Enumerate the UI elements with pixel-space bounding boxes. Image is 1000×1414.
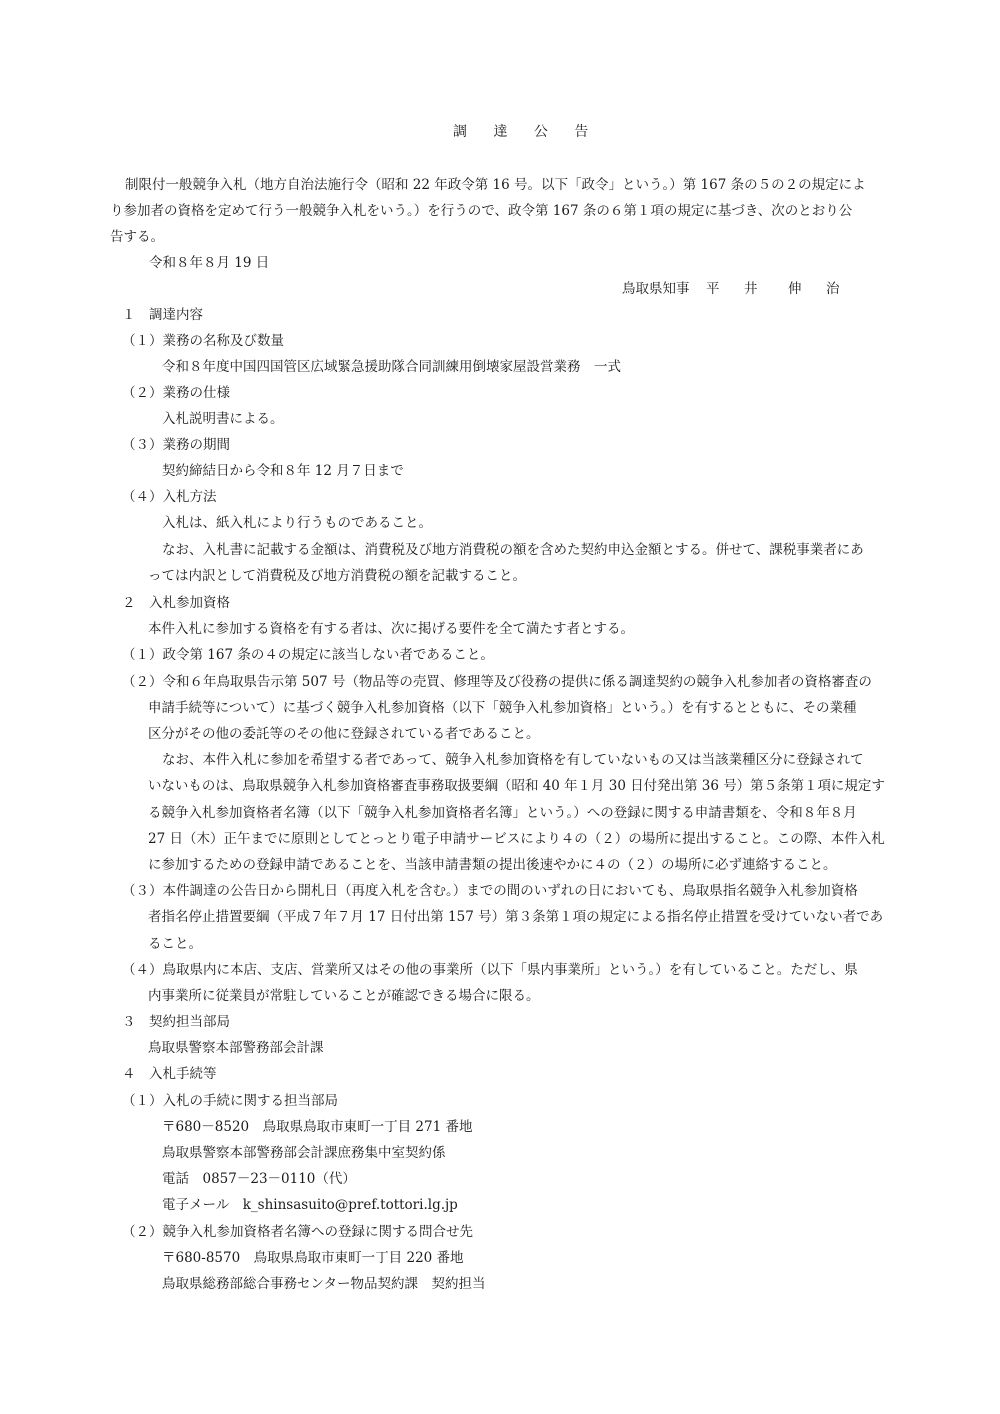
section2-item2-line8: に参加するための登録申請であることを、当該申請書類の提出後速やかに４の（２）の場所に必ず連絡すること。 [148,857,837,873]
section1-item4-line2: なお、入札書に記載する金額は、消費税及び地方消費税の額を含めた契約申込金額とする。併せて、課税事業者にあ [162,542,864,558]
section2-item2-line3: 区分がその他の委託等のその他に登録されている者であること。 [148,726,540,742]
section1-item1-text: 令和８年度中国四国管区広域緊急援助隊合同訓練用倒壊家屋設営業務 一式 [162,359,621,375]
section1-item3-text: 契約締結日から令和８年 12 月７日まで [162,463,404,479]
signer-name-char-1: 平 [706,281,720,297]
section2-item2-line7: 27 日（木）正午までに原則としてとっとり電子申請サービスにより４の（２）の場所に提出すること。この際、本件入札 [148,831,885,847]
signer-name-char-2: 井 [744,281,758,297]
section2-item4-line1: （４）鳥取県内に本店、支店、営業所又はその他の事業所（以下「県内事業所」という。）を有していること。ただし、県 [122,962,858,978]
intro-line-3: 告する。 [110,229,164,245]
section4-item2-label: （２）競争入札参加資格者名簿への登録に関する問合せ先 [122,1224,473,1240]
section2-item2-line1: （２）令和６年鳥取県告示第 507 号（物品等の売買、修理等及び役務の提供に係る調達契約の競争入札参加者の資格審査の [122,674,872,690]
section4-item1-email[interactable]: 電子メール k_shinsasuito@pref.tottori.lg.jp [162,1197,458,1213]
section1-item2-label: （２）業務の仕様 [122,385,230,401]
section2-heading: ２ 入札参加資格 [122,595,230,611]
section1-item1-label: （１）業務の名称及び数量 [122,333,284,349]
section2-item4-line2: 内事業所に従業員が常駐していることが確認できる場合に限る。 [148,988,540,1004]
section2-item1: （１）政令第 167 条の４の規定に該当しない者であること。 [122,647,494,663]
section1-item2-text: 入札説明書による。 [162,411,284,427]
notice-date: 令和８年８月 19 日 [149,255,270,271]
section1-item4-line3: っては内訳として消費税及び地方消費税の額を記載すること。 [148,568,526,584]
section4-item1-phone: 電話 0857－23－0110（代） [162,1171,356,1187]
section4-item1-office: 鳥取県警察本部警務部会計課庶務集中室契約係 [162,1145,446,1161]
section2-item2-line5: いないものは、鳥取県競争入札参加資格審査事務取扱要綱（昭和 40 年１月 30 日付発出第 36 号）第５条第１項に規定す [148,778,885,794]
section2-lead: 本件入札に参加する資格を有する者は、次に掲げる要件を全て満たす者とする。 [148,621,634,637]
section1-item3-label: （３）業務の期間 [122,437,230,453]
signer-name-char-4: 治 [826,281,840,297]
section4-item1-label: （１）入札の手続に関する担当部局 [122,1093,338,1109]
document-title: 調 達 公 告 [453,124,600,140]
section1-item4-label: （４）入札方法 [122,489,217,505]
section2-item3-line1: （３）本件調達の公告日から開札日（再度入札を含む。）までの間のいずれの日においても、鳥取県指名競争入札参加資格 [122,883,858,899]
section2-item2-line6: る競争入札参加資格者名簿（以下「競争入札参加資格者名簿」という。）への登録に関する申請書類を、令和８年８月 [148,805,857,821]
section2-item2-line2: 申請手続等について）に基づく競争入札参加資格（以下「競争入札参加資格」という。）を有するとともに、その業種 [148,700,857,716]
section2-item3-line3: ること。 [148,936,202,952]
section4-heading: ４ 入札手続等 [122,1066,217,1082]
section3-heading: ３ 契約担当部局 [122,1014,230,1030]
section2-item2-line4: なお、本件入札に参加を希望する者であって、競争入札参加資格を有していないもの又は当該業種区分に登録されて [162,752,864,768]
signer-position: 鳥取県知事 [622,281,690,297]
section4-item1-address: 〒680－8520 鳥取県鳥取市東町一丁目 271 番地 [162,1119,473,1135]
signer-name-char-3: 伸 [788,281,802,297]
section4-item2-address: 〒680-8570 鳥取県鳥取市東町一丁目 220 番地 [162,1250,464,1266]
section3-text: 鳥取県警察本部警務部会計課 [148,1040,324,1056]
section1-item4-line1: 入札は、紙入札により行うものであること。 [162,515,432,531]
section2-item3-line2: 者指名停止措置要綱（平成７年７月 17 日付出第 157 号）第３条第１項の規定による指名停止措置を受けていない者であ [148,909,884,925]
section1-heading: １ 調達内容 [122,307,203,323]
intro-line-2: り参加者の資格を定めて行う一般競争入札をいう。）を行うので、政令第 167 条の６第１項の規定に基づき、次のとおり公 [110,203,853,219]
intro-line-1: 制限付一般競争入札（地方自治法施行令（昭和 22 年政令第 16 号。以下「政令」という。）第 167 条の５の２の規定によ [125,177,866,193]
section4-item2-office: 鳥取県総務部総合事務センター物品契約課 契約担当 [162,1276,486,1292]
